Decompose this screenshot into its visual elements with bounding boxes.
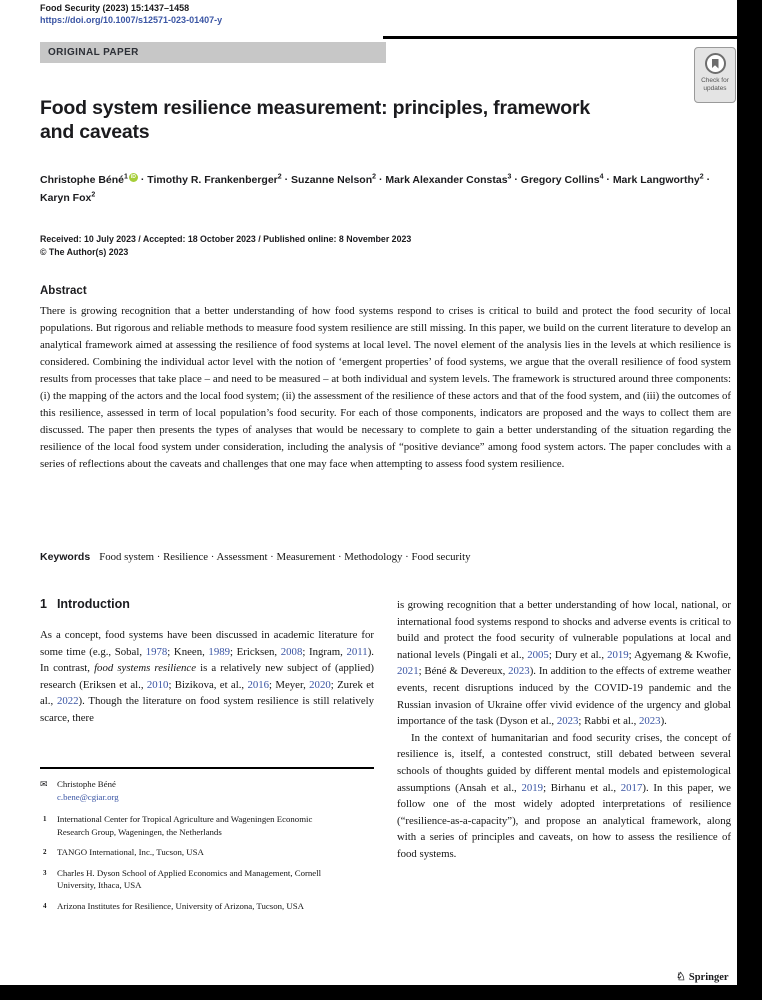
abstract-text: There is growing recognition that a better understanding of how food systems respond to crises is critical to build and protect the food security of local populations. But rigorous and reliable methods to measure food system resilience are still missing. In this paper, we build on the current literature to develop an analytical framework aimed at assessing the resilience of food systems at local level. The novel element of the analysis lies in the levels at which resilience is considered. Combining the individual actor level with the notion of ‘emergent properties’ of food systems, we argue that the overall resilience of food system results from processes that take place – and need to be measured – at both individual and system levels. The framework is structured around three components: (i) the mapping of the actors and the local food system; (ii) the assessment of the resilience of these actors and that of the food system, and (iii) the outcomes of this resilience, assessed in term of local population’s food security. For each of those components, indicators are proposed and the ways to collect them are discussed. The paper then presents the types of analyses that would be necessary to complete to gain a better understanding of the situation regarding the resilience of the local food system under consideration, including the analysis of “positive deviance” among food system actors. The paper concludes with a series of reflections about the caveats and challenges that one may face when attempting to assess food system resilience. — [40, 305, 731, 470]
springer-logo — [676, 972, 729, 983]
orcid-icon[interactable]: iD — [130, 174, 136, 180]
correspondence-email[interactable]: c.bene@cgiar.org — [57, 791, 119, 802]
citation-link[interactable]: 2005 — [527, 648, 549, 661]
author-name: Mark Langworthy$^2$ — [612, 173, 704, 186]
keyword: Resilience — [163, 551, 209, 563]
body-text: ; Zurek et al., — [40, 678, 374, 708]
body-text: ). In addition to the effects of extreme weather events, recent disruptions induced by the COVID-19 pandemic and the Russian invasion of Ukraine offer vivid evidence of the urgency and global importance of the task (Dyson et al., — [397, 665, 731, 728]
check-updates-label: Check for updates — [701, 77, 729, 92]
author-list — [40, 169, 737, 206]
body-text: ). Though the literature on food system resilience is still relatively scarce, there — [40, 695, 375, 724]
keyword-separator: · — [208, 551, 217, 563]
keyword-separator: · — [267, 551, 277, 563]
citation-link[interactable]: 1989 — [208, 645, 231, 658]
keyword-separator: · — [335, 551, 345, 563]
citation-link[interactable]: 2023 — [508, 665, 530, 678]
keywords-list — [99, 551, 470, 563]
citation-link[interactable]: 2023 — [638, 715, 661, 728]
author-name: Suzanne Nelson$^2$ — [291, 173, 377, 186]
citation-link[interactable]: 2010 — [146, 678, 169, 691]
citation-link[interactable]: 1978 — [145, 645, 168, 658]
body-text: ; Béné & Devereux, — [418, 665, 509, 678]
publication-dates — [40, 233, 411, 259]
keywords-section — [40, 551, 731, 563]
section-heading-introduction — [40, 597, 374, 611]
journal-header — [40, 3, 222, 26]
citation-link[interactable]: 2022 — [56, 695, 79, 708]
author-separator: · — [137, 173, 148, 186]
affiliation — [40, 813, 340, 838]
citation-link[interactable]: 2020 — [309, 678, 331, 691]
author-name: Timothy R. Frankenberger$^2$ — [147, 173, 282, 186]
envelope-icon: ✉ — [40, 779, 48, 789]
body-text: ). — [660, 715, 667, 728]
keyword: Measurement — [276, 551, 336, 563]
doi-link[interactable]: https://doi.org/10.1007/s12571-023-01407-y — [40, 14, 223, 25]
abstract-heading: Abstract — [40, 285, 87, 297]
citation-link[interactable]: 2023 — [556, 715, 579, 728]
header-rule — [383, 36, 737, 39]
affiliation — [40, 846, 340, 859]
affiliation-text: TANGO International, Inc., Tucson, USA — [57, 847, 204, 857]
citation-link[interactable]: 2016 — [247, 678, 270, 691]
title-line-1: Food system resilience measurement: principles, framework — [40, 97, 590, 119]
body-text: is a relatively new subject of (applied) research (Eriksen et al., — [40, 662, 374, 691]
author-name: Karyn Fox$^2$ — [40, 191, 96, 204]
affiliation-text: International Center for Tropical Agriculture and Wageningen Economic Research Group, Wageningen, the Netherlands — [57, 814, 313, 837]
page-title — [40, 96, 590, 144]
keyword-separator: · — [402, 551, 412, 563]
body-text: ; Ingram, — [302, 645, 347, 658]
author-separator: · — [281, 173, 292, 186]
author-name: Christophe Béné$^1$ — [40, 173, 128, 186]
section-title: Introduction — [56, 597, 130, 611]
body-text: ; Bizikova, et al., — [168, 678, 248, 691]
body-text: ; Agyemang & Kwofie, — [628, 648, 731, 661]
body-text: ; Meyer, — [269, 678, 310, 691]
affiliation — [40, 900, 340, 913]
body-text: ; Rabbi et al., — [578, 715, 639, 728]
affiliation-text: Charles H. Dyson School of Applied Economics and Management, Cornell University, Ithaca, USA — [57, 867, 322, 890]
article-type-label: ORIGINAL PAPER — [48, 47, 139, 58]
author-separator: · — [376, 173, 386, 186]
citation-link[interactable]: 2019 — [607, 648, 629, 661]
abstract-section — [40, 285, 731, 473]
intro-paragraph-left — [40, 627, 374, 727]
intro-paragraph-right-2 — [397, 730, 731, 863]
keyword-separator: · — [154, 551, 164, 563]
crossmark-icon — [705, 53, 726, 74]
correspondence-name: Christophe Béné — [57, 779, 116, 789]
citation-link[interactable]: 2011 — [346, 645, 368, 658]
keyword: Food system — [99, 551, 155, 563]
intro-paragraph-right-1 — [397, 597, 731, 730]
affiliation-number: 4 — [43, 901, 47, 910]
author-separator: · — [511, 173, 521, 186]
keyword: Food security — [411, 551, 471, 563]
citation-link[interactable]: 2008 — [280, 645, 303, 658]
affiliation-number: 3 — [43, 868, 47, 877]
body-text: As a concept, food systems have been discussed in academic literature for some time (e.g., Sobal, — [40, 629, 374, 658]
author-separator: · — [703, 173, 711, 186]
keywords-heading: Keywords — [40, 551, 91, 563]
author-name: Gregory Collins$^4$ — [520, 173, 604, 186]
affiliation-list — [40, 813, 374, 912]
footnote-rule — [40, 767, 374, 769]
keyword: Methodology — [344, 551, 403, 563]
italic-text: food systems resilience — [94, 662, 197, 675]
footnote-block — [40, 767, 374, 920]
copyright-line: © The Author(s) 2023 — [40, 247, 129, 257]
keyword: Assessment — [216, 551, 268, 563]
body-text: ). In this paper, we follow one of the most widely adopted interpretations of resilience (“resilience-as-a-capacity”), and propose an analytical framework, along with a series of principles and caveats, on how to assess the resilience of food systems. — [397, 781, 731, 860]
article-type-badge — [40, 42, 386, 63]
author-name: Mark Alexander Constas$^3$ — [385, 173, 512, 186]
right-column — [397, 597, 731, 863]
section-number: 1 — [40, 597, 47, 611]
title-line-2: and caveats — [40, 121, 150, 143]
affiliation-text: Arizona Institutes for Resilience, University of Arizona, Tucson, USA — [57, 900, 305, 911]
body-text: ). In contrast, — [40, 645, 374, 675]
body-text: ; Dury et al., — [548, 648, 608, 661]
bookmark-icon — [712, 59, 719, 69]
check-for-updates-button[interactable] — [694, 47, 736, 103]
affiliation-number: 1 — [43, 815, 47, 823]
citation-link[interactable]: 2019 — [521, 781, 544, 794]
affiliation-number: 2 — [43, 848, 47, 856]
springer-wordmark: Springer — [688, 972, 729, 983]
body-text: In the context of humanitarian and food security crises, the concept of resilience is, itself, a contested construct, still debated between several schools of thoughts guided by different mental models and epistemological assumptions (Ansah et al., — [397, 731, 731, 794]
journal-citation-line: Food Security (2023) 15:1437–1458 — [40, 3, 190, 13]
body-text: ; Birhanu et al., — [543, 781, 621, 794]
body-text: ; Ericksen, — [230, 645, 281, 658]
citation-link[interactable]: 2017 — [620, 781, 643, 794]
author-separator: · — [603, 173, 613, 186]
correspondence — [40, 778, 374, 803]
springer-horse-icon: ♘ — [676, 971, 686, 983]
citation-link[interactable]: 2021 — [397, 665, 419, 678]
received-accepted-line: Received: 10 July 2023 / Accepted: 18 October 2023 / Published online: 8 November 2023 — [40, 234, 412, 244]
body-text: is growing recognition that a better understanding of how local, national, or international food systems respond to shocks and adverse events is critical to build and protect the food security of vulnerable populations at local and national levels (Pingali et al., — [397, 599, 731, 661]
affiliation — [40, 867, 340, 892]
body-text: ; Kneen, — [167, 645, 209, 658]
